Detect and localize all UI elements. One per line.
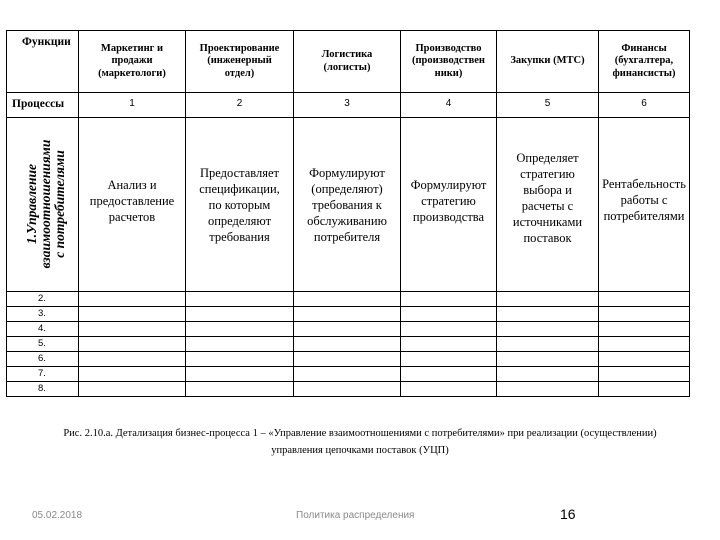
- table-border-left: [6, 30, 7, 397]
- column-number: 1: [129, 98, 135, 109]
- row-number: 6.: [38, 353, 46, 364]
- table-row-divider: [6, 336, 690, 337]
- column-header-engineering: Проектирование (инженерный отдел): [199, 42, 280, 79]
- row-number: 3.: [38, 308, 46, 319]
- corner-processes-label: Процессы: [12, 98, 65, 110]
- figure-caption: Рис. 2.10.а. Детализация бизнес-процесса 1 – «Управление взаимоотношениями с потребителями» при реализации (осуществлении) управления цепочками поставок (УЦП): [63, 428, 657, 456]
- row-number: 8.: [38, 383, 46, 394]
- column-number: 5: [544, 98, 551, 109]
- table-header-divider: [6, 92, 690, 93]
- table-row-divider: [6, 306, 690, 307]
- corner-functions-label: Функции: [22, 36, 71, 48]
- row-number: 5.: [38, 338, 46, 349]
- column-number: 3: [344, 98, 350, 109]
- table-row-divider: [6, 366, 690, 367]
- column-header-production: Производство (производствен ники): [412, 42, 485, 79]
- row-number: 4.: [38, 323, 46, 334]
- process-1-cell-marketing: Анализ и предоставление расчетов: [89, 177, 175, 224]
- column-header-procurement: Закупки (МТС): [510, 55, 585, 67]
- column-number: 6: [641, 98, 647, 109]
- row-number: 2.: [38, 293, 46, 304]
- process-1-cell-finance: Рентабельность работы с потребителями: [602, 176, 686, 223]
- process-1-label: 1.Управление взаимоотношениями с потребителями: [24, 139, 67, 269]
- table-row-divider: [6, 351, 690, 352]
- process-1-cell-production: Формулируют стратегию производства: [410, 177, 487, 224]
- footer-title: Политика распределения: [296, 510, 415, 521]
- table-row-divider: [6, 381, 690, 382]
- row-number: 7.: [38, 368, 46, 379]
- page-number: 16: [560, 506, 576, 522]
- process-1-cell-procurement: Определяет стратегию выбора и расчеты с источниками поставок: [512, 150, 583, 245]
- column-header-finance: Финансы (бухгалтера, финансисты): [612, 42, 676, 79]
- table-row-divider: [6, 321, 690, 322]
- column-header-marketing: Маркетинг и продажи (маркетологи): [98, 42, 166, 79]
- process-1-cell-logistics: Формулируют (определяют) требования к обслуживанию потребителя: [307, 165, 387, 244]
- table-border-right: [689, 30, 690, 397]
- column-number: 4: [445, 98, 452, 109]
- table-row-divider: [6, 291, 690, 292]
- column-header-logistics: Логистика (логисты): [321, 49, 373, 73]
- footer-date: 05.02.2018: [32, 510, 83, 521]
- column-number: 2: [236, 98, 243, 109]
- table-border-bottom: [6, 396, 690, 397]
- process-1-cell-engineering: Предоставляет спецификации, по которым определяют требования: [199, 165, 280, 244]
